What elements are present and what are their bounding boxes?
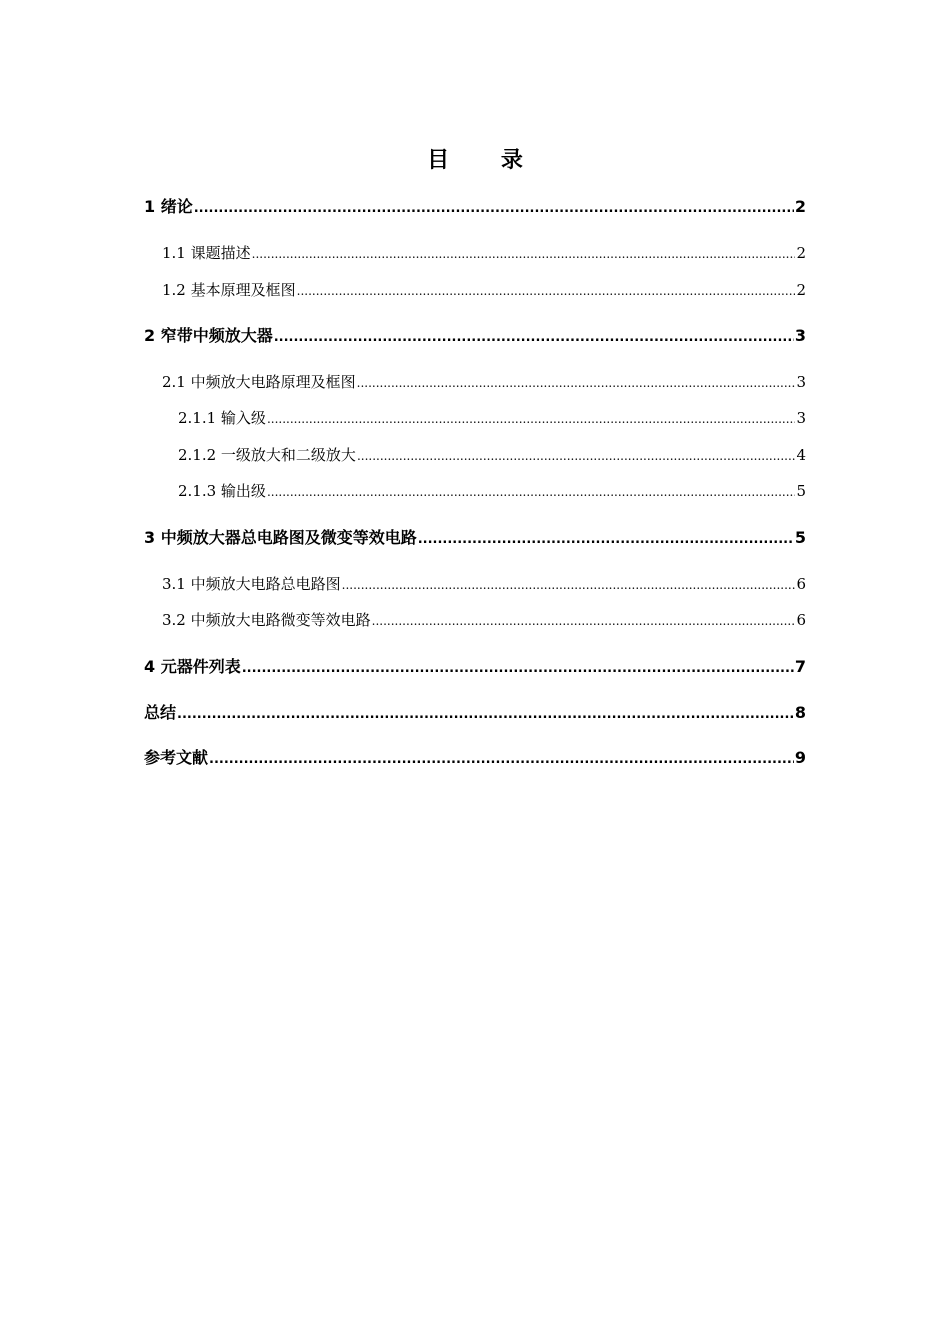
toc-entry-chapter-2[interactable]: [144, 324, 806, 348]
toc-page-number: 5: [796, 482, 806, 500]
toc-page-number: 2: [794, 197, 806, 216]
toc-page-number: 8: [794, 703, 806, 722]
toc-page-number: 6: [796, 575, 806, 593]
toc-page-number: 6: [796, 611, 806, 629]
toc-entry-chapter-3[interactable]: [144, 526, 806, 550]
toc-entry-section-3-1[interactable]: [162, 572, 806, 596]
toc-entry-label: 3.2 中频放大电路微变等效电路: [162, 611, 371, 629]
toc-dot-leader: [372, 609, 796, 633]
toc-entry-label: 总结: [144, 703, 177, 722]
toc-entry-label: 参考文献: [144, 748, 209, 767]
toc-entry-section-1-1[interactable]: [162, 241, 806, 265]
toc-page-number: 4: [796, 446, 806, 464]
toc-dot-leader: [177, 703, 794, 727]
toc-entry-label: 2.1 中频放大电路原理及框图: [162, 373, 356, 391]
toc-entry-subsection-2-1-3[interactable]: [178, 479, 806, 503]
toc-dot-leader: [267, 480, 796, 504]
toc-entry-label: 3.1 中频放大电路总电路图: [162, 575, 341, 593]
toc-entry-label: 2.1.1 输入级: [178, 409, 266, 427]
toc-page-number: 5: [794, 528, 806, 547]
toc-dot-leader: [297, 279, 796, 303]
toc-page-number: 3: [796, 409, 806, 427]
toc-entry-label: 2.1.2 一级放大和二级放大: [178, 446, 356, 464]
toc-page-number: 3: [796, 373, 806, 391]
toc-entry-references[interactable]: [144, 746, 806, 770]
toc-entry-label: 4 元器件列表: [144, 657, 241, 676]
toc-dot-leader: [252, 242, 796, 266]
toc-dot-leader: [194, 197, 794, 221]
toc-dot-leader: [242, 657, 794, 681]
toc-entry-label: 3 中频放大器总电路图及微变等效电路: [144, 528, 417, 547]
toc-entry-label: 1.1 课题描述: [162, 244, 251, 262]
toc-entry-section-3-2[interactable]: [162, 608, 806, 632]
toc-dot-leader: [357, 444, 796, 468]
toc-dot-leader: [209, 748, 794, 772]
toc-page-number: 3: [794, 326, 806, 345]
toc-entry-summary[interactable]: [144, 701, 806, 725]
toc-entry-label: 1.2 基本原理及框图: [162, 281, 296, 299]
toc-entry-chapter-4[interactable]: [144, 655, 806, 679]
toc-entry-subsection-2-1-1[interactable]: [178, 406, 806, 430]
toc-dot-leader: [342, 573, 796, 597]
toc-entry-label: 1 绪论: [144, 197, 193, 216]
toc-dot-leader: [357, 371, 796, 395]
toc-title: 目 录: [427, 148, 545, 173]
toc-page-number: 2: [796, 281, 806, 299]
toc-entry-label: 2 窄带中频放大器: [144, 326, 273, 345]
toc-page-number: 7: [794, 657, 806, 676]
toc-dot-leader: [274, 326, 794, 350]
toc-entry-section-1-2[interactable]: [162, 278, 806, 302]
toc-entry-chapter-1[interactable]: [144, 195, 806, 219]
toc-page-number: 2: [796, 244, 806, 262]
toc-page-number: 9: [794, 748, 806, 767]
toc-entry-label: 2.1.3 输出级: [178, 482, 266, 500]
toc-dot-leader: [418, 528, 794, 552]
toc-dot-leader: [267, 407, 796, 431]
toc-entry-section-2-1[interactable]: [162, 370, 806, 394]
toc-entry-subsection-2-1-2[interactable]: [178, 443, 806, 467]
